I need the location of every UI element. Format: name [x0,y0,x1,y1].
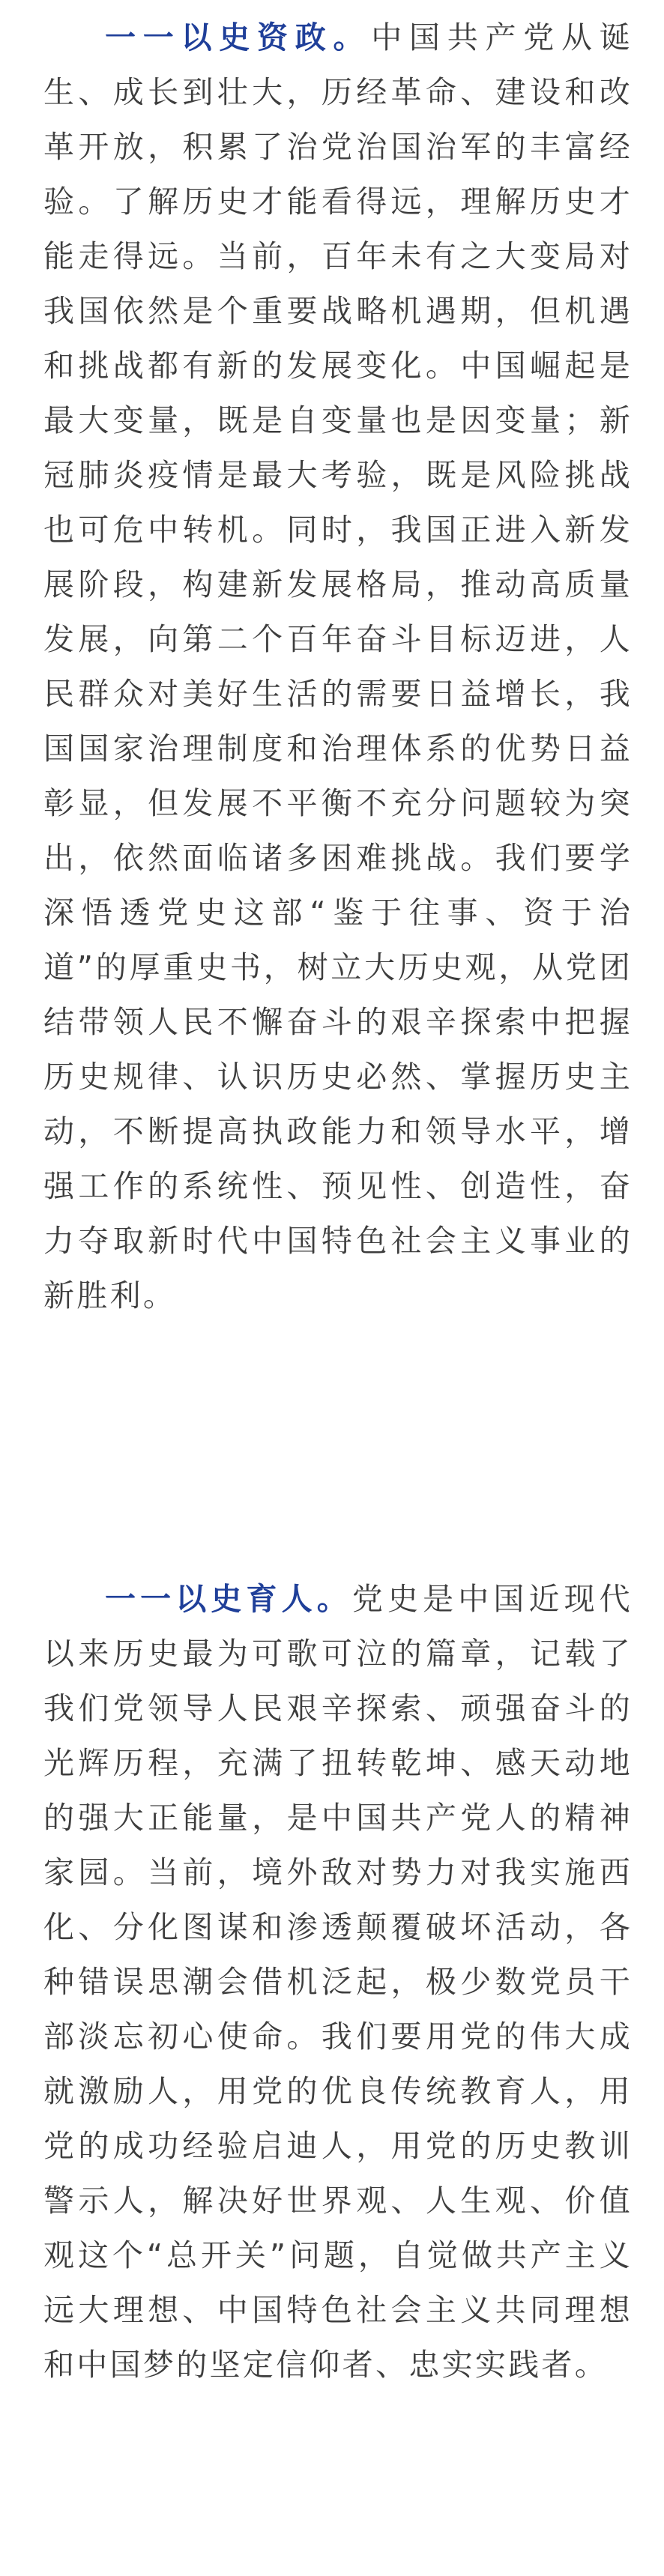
paragraph-lead-heading: 一一以史育人。 [105,1581,352,1617]
paragraph-policy-guidance [43,10,633,1323]
paragraph-body-text: 党史是中国近现代以来历史最为可歌可泣的篇章，记载了我们党领导人民艰辛探索、顽强奋斗的光辉历程，充满了扭转乾坤、感天动地的强大正能量，是中国共产党人的精神家园。当前，境外敌对势力对我实施西化、分化图谋和渗透颠覆破坏活动，各种错误思潮会借机泛起，极少数党员干部淡忘初心使命。我们要用党的伟大成就激励人，用党的优良传统教育人，用党的成功经验启迪人，用党的历史教训警示人，解决好世界观、人生观、价值观这个“总开关”问题，自觉做共产主义远大理想、中国特色社会主义共同理想和中国梦的坚定信仰者、忠实实践者。 [43,1581,633,2383]
paragraph-body-text: 中国共产党从诞生、成长到壮大，历经革命、建设和改革开放，积累了治党治国治军的丰富经验。了解历史才能看得远，理解历史才能走得远。当前，百年未有之大变局对我国依然是个重要战略机遇期，但机遇和挑战都有新的发展变化。中国崛起是最大变量，既是自变量也是因变量；新冠肺炎疫情是最大考验，既是风险挑战也可危中转机。同时，我国正进入新发展阶段，构建新发展格局，推动高质量发展，向第二个百年奋斗目标迈进，人民群众对美好生活的需要日益增长，我国国家治理制度和治理体系的优势日益彰显，但发展不平衡不充分问题较为突出，依然面临诸多困难挑战。我们要学深悟透党史这部“鉴于往事、资于治道”的厚重史书，树立大历史观，从党团结带领人民不懈奋斗的艰辛探索中把握历史规律、认识历史必然、掌握历史主动，不断提高执政能力和领导水平，增强工作的系统性、预见性、创造性，奋力夺取新时代中国特色社会主义事业的新胜利。 [43,19,633,1313]
paragraph-education [43,1572,633,2392]
paragraph-lead-heading: 一一以史资政。 [105,19,372,55]
